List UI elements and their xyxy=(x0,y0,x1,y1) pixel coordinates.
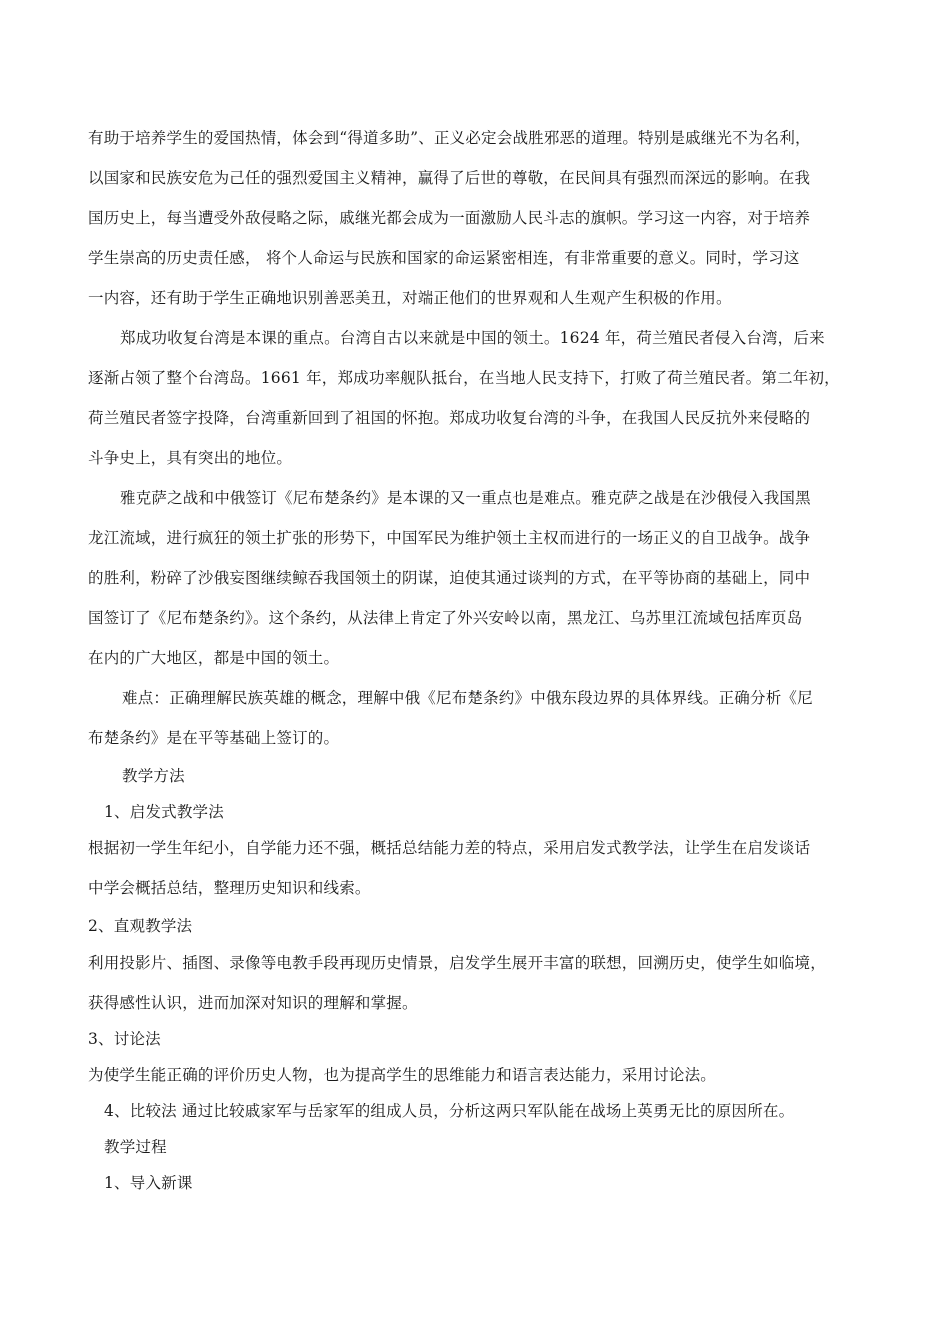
list-heading: 1、启发式教学法 xyxy=(104,803,224,821)
section-heading: 教学方法 xyxy=(122,767,185,785)
paragraph-start-line: 雅克萨之战和中俄签订《尼布楚条约》是本课的又一重点也是难点。雅克萨之战是在沙俄侵入我国黑 xyxy=(120,489,811,507)
text-line: 龙江流域，进行疯狂的领土扩张的形势下，中国军民为维护领土主权而进行的一场正义的自卫战争。战争 xyxy=(88,529,811,547)
text-line: 斗争史上，具有突出的地位。 xyxy=(88,449,293,467)
list-heading: 1、导入新课 xyxy=(104,1174,193,1192)
text-line: 中学会概括总结，整理历史知识和线索。 xyxy=(88,879,371,897)
text-line: 的胜利，粉碎了沙俄妄图继续鲸吞我国领土的阴谋，迫使其通过谈判的方式，在平等协商的基础上，同中 xyxy=(88,569,811,587)
text-line: 国签订了《尼布楚条约》。这个条约，从法律上肯定了外兴安岭以南，黑龙江、乌苏里江流域包括库页岛 xyxy=(88,609,803,627)
text-line: 逐渐占领了整个台湾岛。1661 年，郑成功率舰队抵台，在当地人民支持下，打败了荷兰殖民者。第二年初， xyxy=(88,369,840,387)
text-line: 为使学生能正确的评价历史人物，也为提高学生的思维能力和语言表达能力，采用讨论法。 xyxy=(88,1066,717,1084)
text-line: 利用投影片、插图、录像等电教手段再现历史情景，启发学生展开丰富的联想，回溯历史，使学生如临境， xyxy=(88,954,826,972)
paragraph-start-line: 郑成功收复台湾是本课的重点。台湾自古以来就是中国的领土。1624 年，荷兰殖民者侵入台湾，后来 xyxy=(120,329,825,347)
text-line: 布楚条约》是在平等基础上签订的。 xyxy=(88,729,340,747)
list-heading: 3、讨论法 xyxy=(88,1030,161,1048)
text-line: 学生崇高的历史责任感， 将个人命运与民族和国家的命运紧密相连，有非常重要的意义。同时，学习这 xyxy=(88,249,800,267)
list-heading: 4、比较法 通过比较戚家军与岳家军的组成人员，分析这两只军队能在战场上英勇无比的原因所在。 xyxy=(104,1102,795,1120)
text-line: 根据初一学生年纪小，自学能力还不强，概括总结能力差的特点，采用启发式教学法，让学生在启发谈话 xyxy=(88,839,811,857)
text-line: 国历史上，每当遭受外敌侵略之际，戚继光都会成为一面激励人民斗志的旗帜。学习这一内容，对于培养 xyxy=(88,209,811,227)
text-line: 荷兰殖民者签字投降，台湾重新回到了祖国的怀抱。郑成功收复台湾的斗争，在我国人民反抗外来侵略的 xyxy=(88,409,811,427)
text-line: 在内的广大地区，都是中国的领土。 xyxy=(88,649,340,667)
text-line: 获得感性认识，进而加深对知识的理解和掌握。 xyxy=(88,994,418,1012)
text-line: 以国家和民族安危为己任的强烈爱国主义精神，赢得了后世的尊敬，在民间具有强烈而深远的影响。在我 xyxy=(88,169,811,187)
text-line: 一内容，还有助于学生正确地识别善恶美丑，对端正他们的世界观和人生观产生积极的作用。 xyxy=(88,289,732,307)
paragraph-start-line: 难点：正确理解民族英雄的概念，理解中俄《尼布楚条约》中俄东段边界的具体界线。正确分析《尼 xyxy=(122,689,813,707)
text-line: 有助于培养学生的爱国热情，体会到“得道多助”、正义必定会战胜邪恶的道理。特别是戚继光不为名利， xyxy=(88,129,811,147)
list-heading: 2、直观教学法 xyxy=(88,917,193,935)
section-heading: 教学过程 xyxy=(104,1138,167,1156)
